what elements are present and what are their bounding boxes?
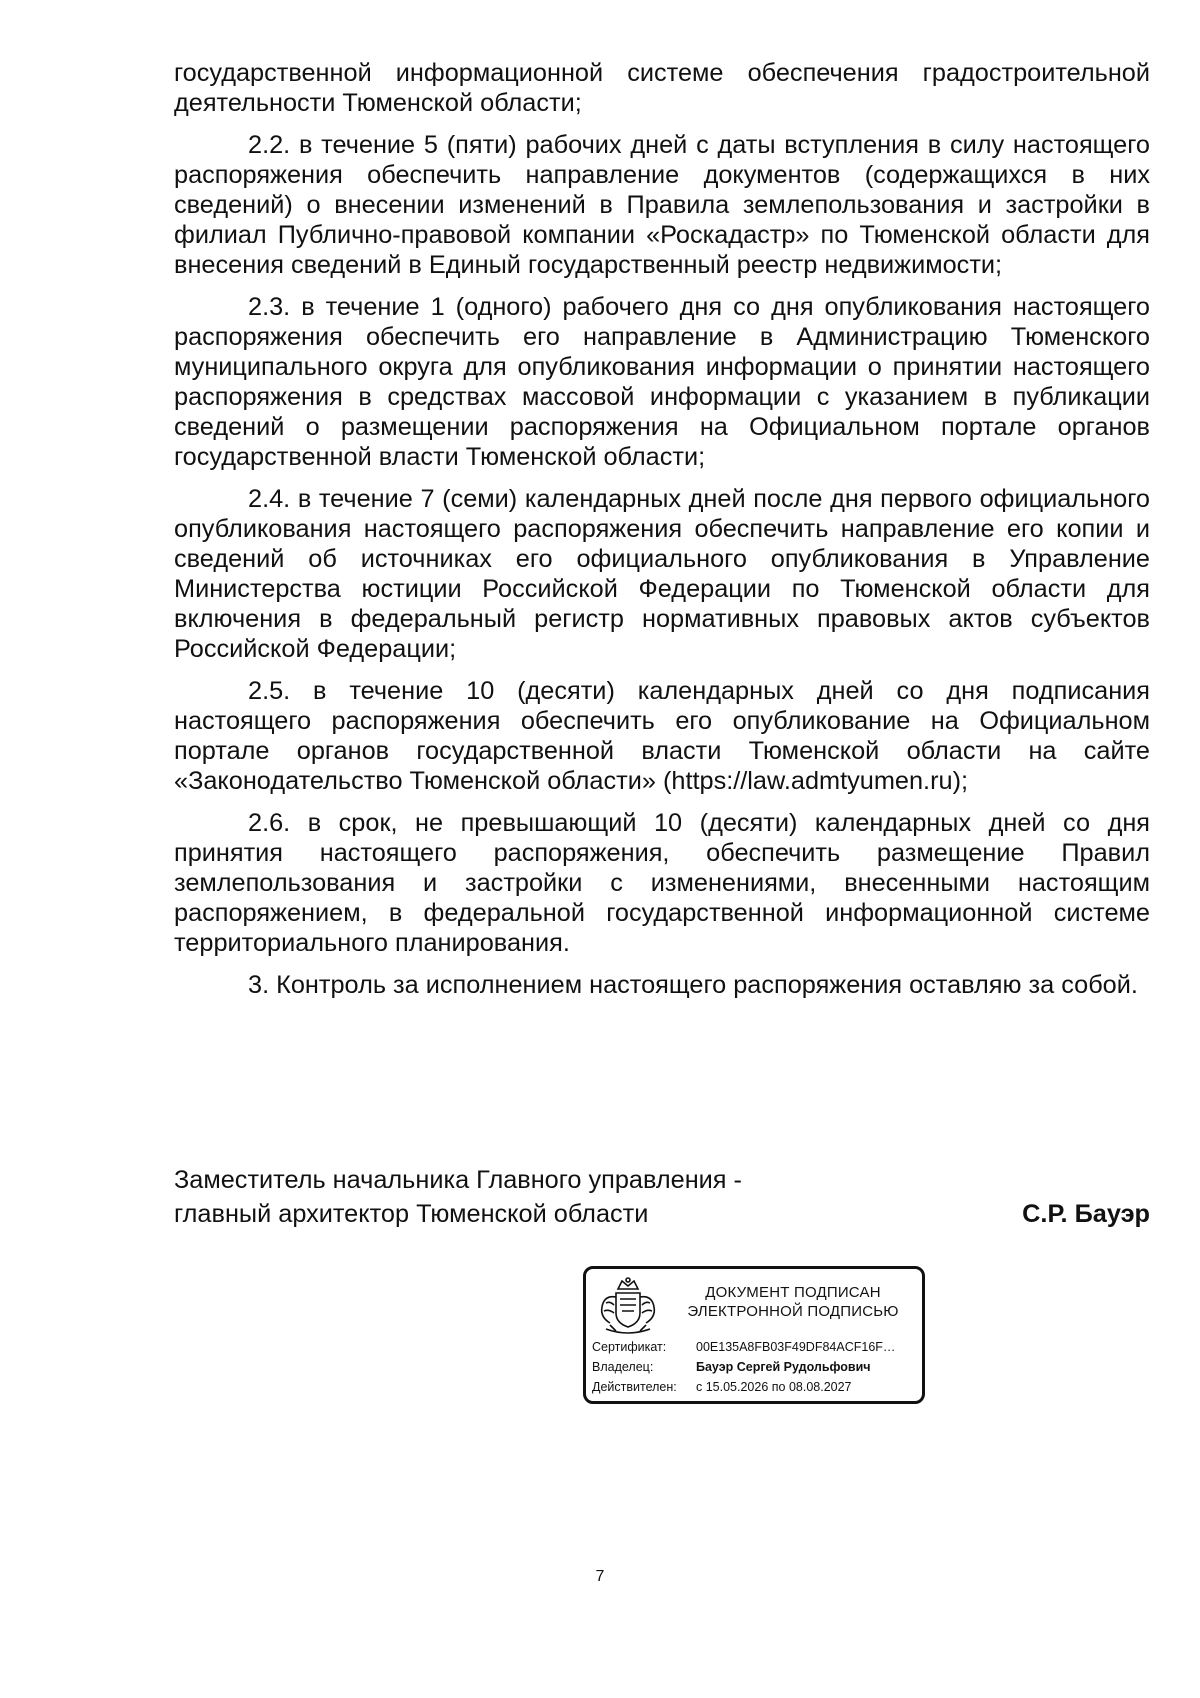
- paragraph-2-2: 2.2. в течение 5 (пяти) рабочих дней с даты вступления в силу настоящего распоряжения обеспечить направление документов (содержащихся в них сведений) о внесении изменений в Правила землепользования и застройки в филиал Публично-правовой компании «Роскадастр» по Тюменской области для внесения сведений в Единый государственный реестр недвижимости;: [174, 131, 1150, 279]
- certificate-value: 00E135A8FB03F49DF84ACF16F…: [696, 1340, 896, 1354]
- stamp-validity-row: [592, 1379, 852, 1395]
- stamp-owner-row: [592, 1359, 871, 1375]
- owner-label: Владелец:: [592, 1360, 654, 1374]
- owner-value: Бауэр Сергей Рудольфович: [696, 1360, 871, 1374]
- coat-of-arms-icon: [596, 1275, 660, 1337]
- page-number: 7: [595, 1568, 605, 1585]
- stamp-title-line-2: ЭЛЕКТРОННОЙ ПОДПИСЬЮ: [687, 1303, 899, 1320]
- paragraph-2-5: 2.5. в течение 10 (десяти) календарных дней со дня подписания настоящего распоряжения обеспечить его опубликование на Официальном портале органов государственной власти Тюменской области на сайте «Законодательство Тюменской области» (https://law.admtyumen.ru);: [174, 677, 1150, 795]
- stamp-title: [668, 1283, 918, 1321]
- paragraph-3: 3. Контроль за исполнением настоящего распоряжения оставляю за собой.: [248, 971, 1138, 999]
- certificate-label: Сертификат:: [592, 1340, 667, 1354]
- body-text: [174, 58, 1150, 1012]
- paragraph-continuation: государственной информационной системе обеспечения градостроительной деятельности Тюменской области;: [174, 59, 1150, 117]
- stamp-certificate-row: [592, 1339, 895, 1355]
- paragraph-2-6: 2.6. в срок, не превышающий 10 (десяти) календарных дней со дня принятия настоящего распоряжения, обеспечить размещение Правил землепользования и застройки с изменениями, внесенными настоящим распоряжением, в федеральной государственной информационной системе территориального планирования.: [174, 809, 1150, 957]
- stamp-title-line-1: ДОКУМЕНТ ПОДПИСАН: [705, 1284, 881, 1301]
- paragraph-2-3: 2.3. в течение 1 (одного) рабочего дня со дня опубликования настоящего распоряжения обеспечить его направление в Администрацию Тюменского муниципального округа для опубликования информации о принятии настоящего распоряжения в средствах массовой информации с указанием в публикации сведений о размещении распоряжения на Официальном портале органов государственной власти Тюменской области;: [174, 293, 1150, 471]
- validity-label: Действителен:: [592, 1380, 677, 1394]
- validity-value: с 15.05.2026 по 08.08.2027: [696, 1380, 852, 1394]
- electronic-signature-stamp: [583, 1266, 925, 1404]
- signature-block: [174, 1163, 1150, 1231]
- signer-name: С.Р. Бауэр: [1022, 1200, 1150, 1228]
- signer-role-line-1: Заместитель начальника Главного управления -: [174, 1166, 742, 1194]
- signer-role-line-2: главный архитектор Тюменской области: [174, 1200, 649, 1228]
- paragraph-2-4: 2.4. в течение 7 (семи) календарных дней после дня первого официального опубликования настоящего распоряжения обеспечить направление его копии и сведений об источниках его официального опубликования в Управление Министерства юстиции Российской Федерации по Тюменской области для включения в федеральный регистр нормативных правовых актов субъектов Российской Федерации;: [174, 485, 1150, 663]
